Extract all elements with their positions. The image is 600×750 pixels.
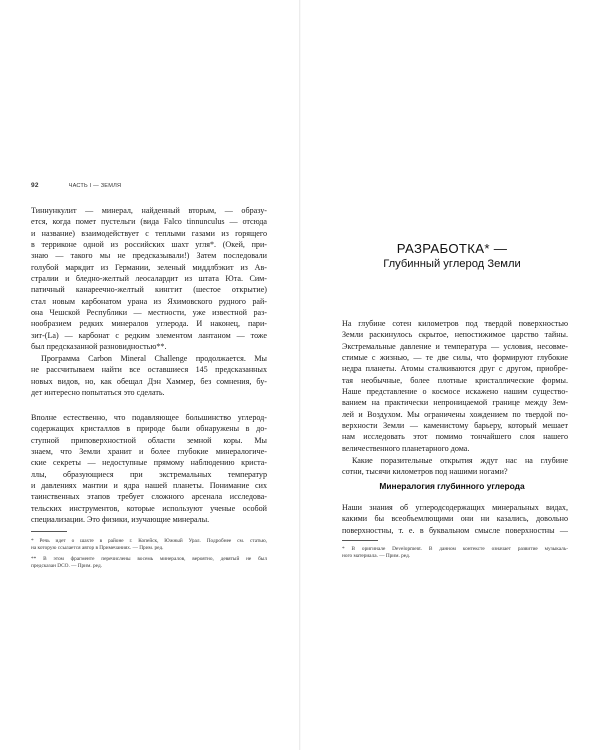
text-line: стралии и бледно-желтый леосалардит из штата Юта. Сим- [31,274,267,284]
text-line: и давлениях мантии и ядра нашей планеты. Понимание сих [31,481,267,491]
text-line: тельских инструментов, которые используют ученые особой [31,503,267,513]
text-line: знаем, что Земли хранит и более глубокие минералогиче- [31,447,267,457]
text-line: голубой маркдит из Германии, зеленый миддлбэкит из Ав- [31,262,267,272]
text-line: величественного планетарного дома. [342,443,470,453]
text-line: дет интересно попытаться это сделать. [31,388,165,398]
text-line: сотни, тысячи километров под нашими ногами? [342,467,508,477]
running-head-title: ЧАСТЬ I — ЗЕМЛЯ [68,183,122,189]
text-line: Экстремальные давление и температура — условия, несовме- [342,341,568,351]
footnote-line: на которую ссылается автор в Примечаниях. — Прим. ред. [31,545,164,552]
text-line: Какие поразительные открытия ждут нас на глубине [352,456,568,465]
left-footnote-1 [31,538,267,552]
footnote-line: * В оригинале Development. В данном контексте означает развитие музыкаль- [342,546,568,552]
text-line: не рассчитываем найти все оставшиеся 145 предсказанных [31,365,267,375]
left-para-2 [31,353,267,398]
text-line: ванием на практически непроницаемой границе между Зем- [342,398,568,408]
right-para-1 [342,318,568,454]
text-line: патичный канареечно-желтый кинггит (шестое открытие) [31,285,267,295]
text-line: ступной приповерхностной области земной коры. Мы [31,435,267,445]
right-para-3 [342,502,568,536]
text-line: Вполне естественно, что подавляющее большинство углерод- [31,413,267,422]
footnote-line: ного материала. — Прим. ред. [342,553,411,560]
text-line: знаю — такого мы не предсказывали!) Затем последовали [31,251,267,261]
text-line: какими бы всеобъемлющими они ни казались, довольно [342,514,568,524]
text-line: Тиннункулит — минерал, найденный вторым, — образу- [31,206,267,215]
text-line: верхности Земли — каменистому барьеру, который мешает [342,421,568,431]
text-line: стимые с жизнью, — те две силы, что формируют глубокие [342,353,568,363]
page-number: 92 [31,182,39,189]
text-line: тая необычные, более плотные кристаллические формы. [342,375,568,385]
text-line: поверхностны, т. е. в буквальном смысле поверхностны — [342,525,568,535]
footnote-line: * Речь идет о шахте в районе г. Копейск, Южный Урал. Подробнее см. статью, [31,538,267,544]
left-footnote-2 [31,556,267,570]
text-line: ские секреты — недоступные прямому наблюдению криста- [31,458,267,468]
text-line: специализации. Это физики, изучающие минералы. [31,515,210,525]
text-line: недра планеты. Атомы сталкиваются друг с другом, приобре- [342,364,568,374]
text-line: в терриконе одной из российских шахт угля*. (Окей, при- [31,240,267,250]
text-line: ллы, образующиеся при экстремальных температур [31,469,267,479]
text-line: таинственных этапов требует сложного арсенала исследова- [31,492,267,502]
chapter-title: РАЗРАБОТКА* — [396,241,508,256]
left-para-3 [31,412,267,525]
chapter-subtitle: Глубинный углерод Земли [383,258,521,270]
text-line: новых видов, но, как обещал Дэн Хаммер, без сомнения, бу- [31,376,267,386]
text-line: нообразием редких минералов углерода. И наконец, пари- [31,319,267,329]
text-line: стал новым карбонатом урана из Яхимовского рудного рай- [31,296,267,306]
text-line: был предсказанной разновидностью**. [31,342,167,352]
book-gutter [299,0,301,750]
right-footnote [342,546,568,560]
footnote-line: предсказан DCO. — Прим. ред. [31,563,102,570]
text-line: и название) взаимодействует с теплыми газами из горящего [31,228,267,238]
text-line: она Чешской Республики — местности, уже известной раз- [31,308,267,318]
text-line: лей и Воздухом. Мы ограничены хождением по твердой по- [342,409,568,419]
running-head [31,182,121,189]
text-line: Наше представление о космосе искажено нашим существо- [342,387,568,397]
footnote-rule [31,531,67,532]
left-para-1 [31,205,267,352]
section-heading: Минералогия глубинного углерода [379,481,525,491]
text-line: Программа Carbon Mineral Challenge продолжается. Мы [41,354,267,363]
text-line: Земли раскинулось скрытое, непостижимое царство тайны. [342,330,568,340]
text-line: зит-(La) — карбонат с редким элементом лантаном — тоже [31,330,267,340]
text-line: ется, когда помет пустельги (вида Falco tinnunculus — отсюда [31,217,267,227]
text-line: Наши знания об углеродсодержащих минеральных видах, [342,503,568,512]
right-para-2 [342,455,568,478]
footnote-rule [342,540,378,541]
footnote-line: ** В этом фрагменте перечислены восемь минералов, вероятно, девятый не был [31,556,267,562]
text-line: содержащих кристаллов в природе были обнаружены в до- [31,424,267,434]
text-line: На глубине сотен километров под твердой поверхностью [342,319,568,328]
text-line: нам исследовать этот помимо тончайшего слоя нашего [342,432,568,442]
